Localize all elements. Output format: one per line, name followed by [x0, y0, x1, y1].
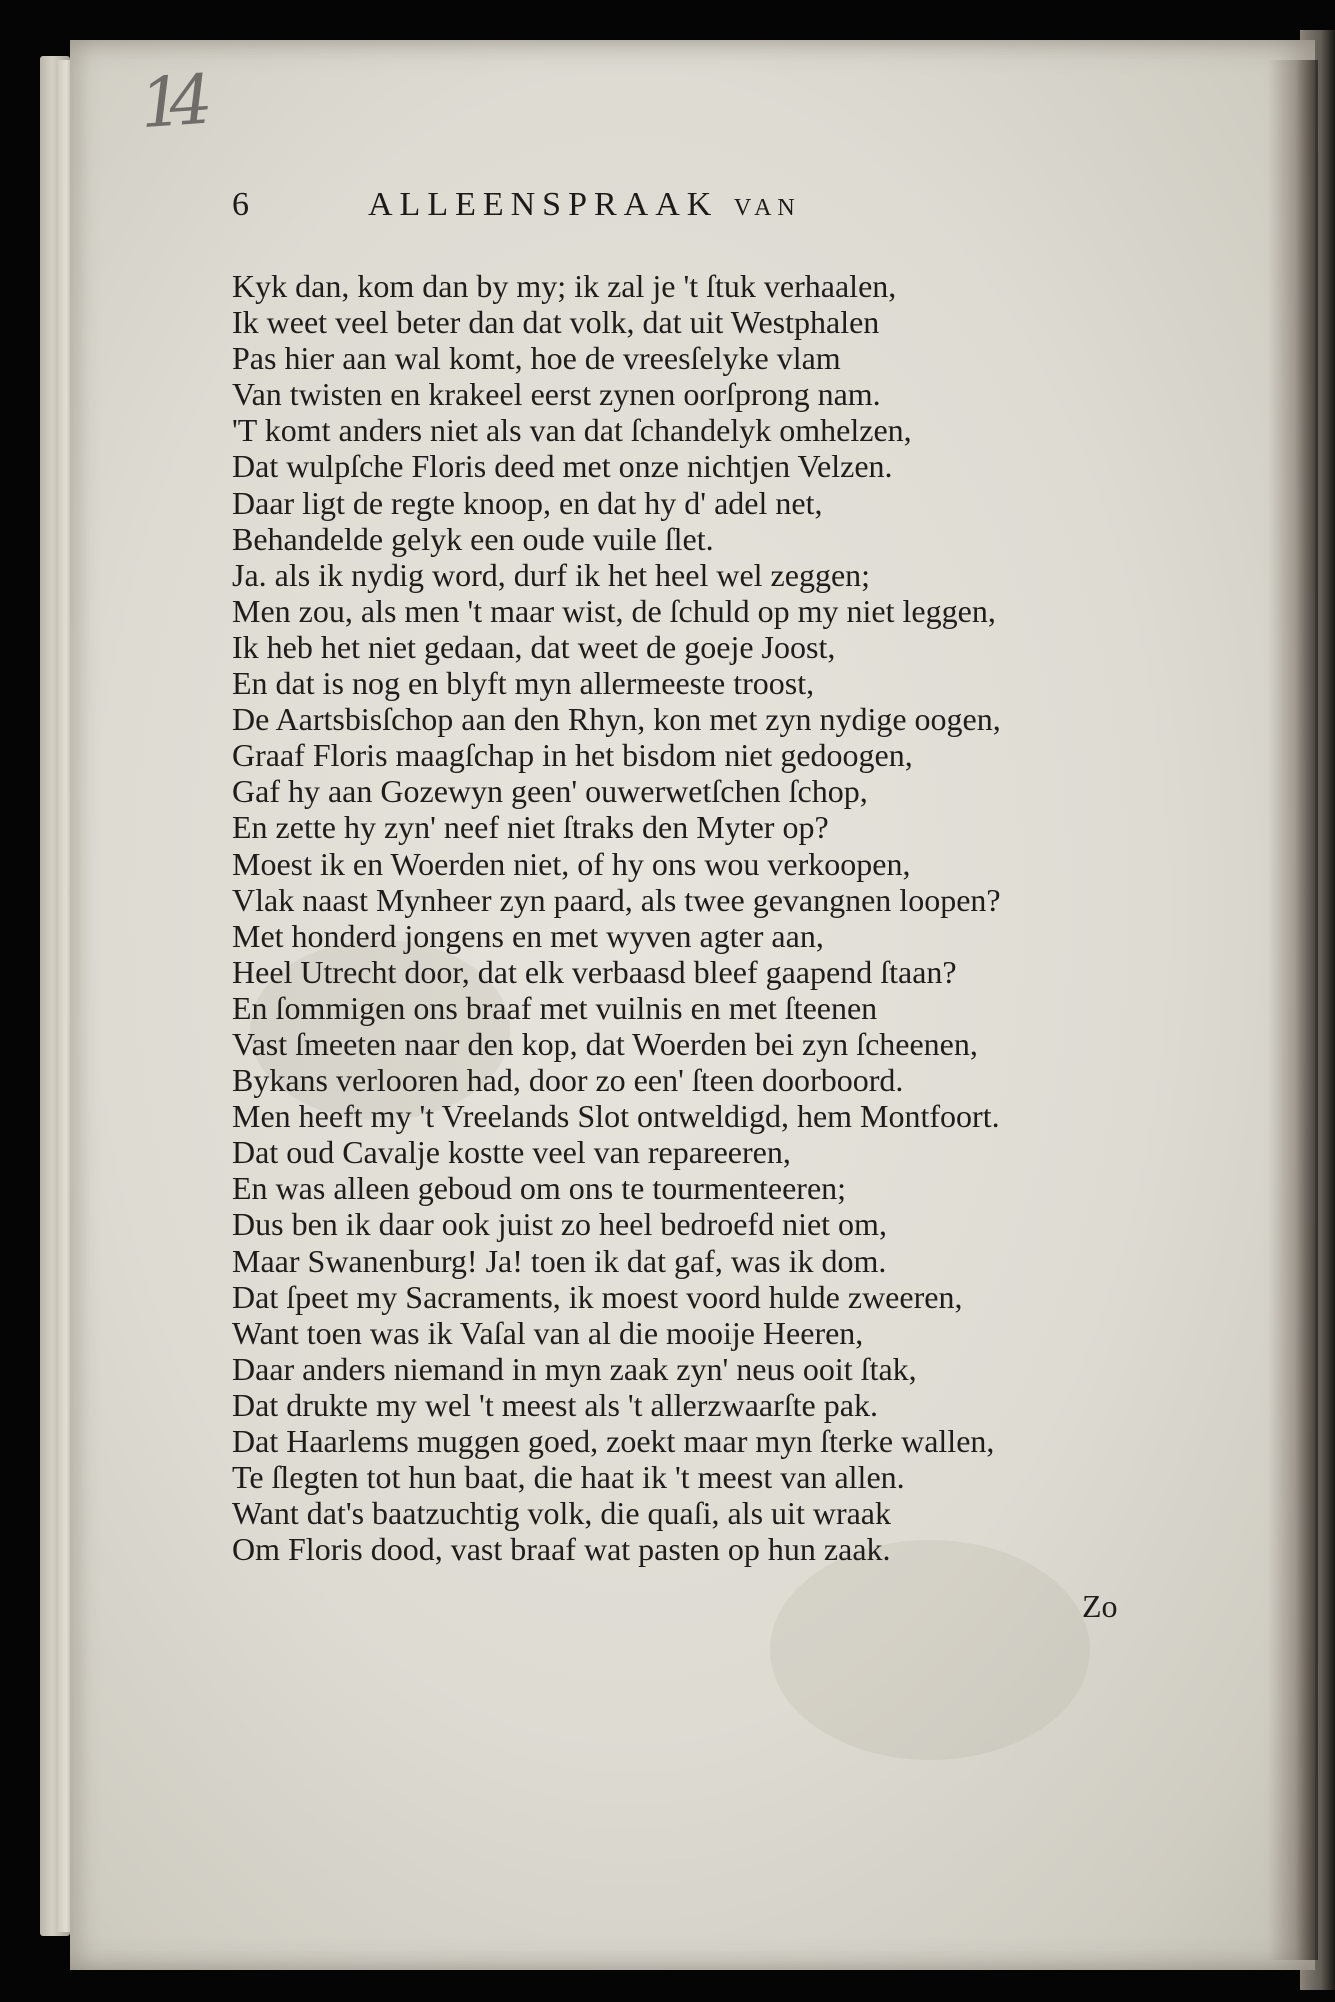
poem-line: Ik weet veel beter dan dat volk, dat uit Westphalen — [232, 304, 880, 341]
page-number: 6 — [232, 186, 249, 223]
poem-line: Want toen was ik Vaſal van al die mooije Heeren, — [232, 1314, 864, 1351]
poem-line: Dat drukte my wel 't meest als 't allerzwaarſte pak. — [232, 1386, 878, 1423]
poem-line: Men zou, als men 't maar wist, de ſchuld op my niet leggen, — [232, 592, 996, 629]
poem-line: En was alleen geboud om ons te tourmenteeren; — [232, 1170, 847, 1207]
poem-line: Heel Utrecht door, dat elk verbaasd bleef gaapend ſtaan? — [232, 953, 957, 990]
poem-line: Dus ben ik daar ook juist zo heel bedroefd niet om, — [232, 1206, 887, 1243]
poem-line: En zette hy zyn' neef niet ſtraks den Myter op? — [232, 809, 829, 846]
poem-body — [232, 268, 1192, 1567]
poem-line: Maar Swanenburg! Ja! toen ik dat gaf, was ik dom. — [232, 1242, 887, 1279]
poem-line: Pas hier aan wal komt, hoe de vreesſelyke vlam — [232, 340, 841, 377]
poem-line: Dat ſpeet my Sacraments, ik moest voord hulde zweeren, — [232, 1278, 963, 1315]
poem-line: En dat is nog en blyft myn allermeeste troost, — [232, 665, 815, 702]
poem-line: Van twisten en krakeel eerst zynen oorſprong nam. — [232, 376, 881, 413]
poem-line: Graaf Floris maagſchap in het bisdom niet gedoogen, — [232, 737, 913, 774]
paper-stain — [770, 1540, 1090, 1760]
page-header — [232, 186, 1132, 246]
running-head-title: ALLEENSPRAAK — [368, 186, 719, 223]
poem-line: 'T komt anders niet als van dat ſchandelyk omhelzen, — [232, 412, 912, 449]
poem-line: Moest ik en Woerden niet, of hy ons wou verkoopen, — [232, 845, 911, 882]
page-gutter-shadow — [1268, 60, 1318, 1960]
poem-line: Gaf hy aan Gozewyn geen' ouwerwetſchen ſchop, — [232, 773, 868, 810]
running-head — [368, 186, 801, 224]
poem-line: De Aartsbisſchop aan den Rhyn, kon met zyn nydige oogen, — [232, 701, 1001, 738]
poem-line: Vast ſmeeten naar den kop, dat Woerden bei zyn ſcheenen, — [232, 1025, 978, 1062]
poem-line: Men heeft my 't Vreelands Slot ontweldigd, hem Montfoort. — [232, 1098, 1000, 1135]
poem-line: Daar ligt de regte knoop, en dat hy d' adel net, — [232, 484, 823, 521]
poem-line: Dat wulpſche Floris deed met onze nichtjen Velzen. — [232, 448, 893, 485]
poem-line: Dat Haarlems muggen goed, zoekt maar myn ſterke wallen, — [232, 1423, 995, 1459]
poem-line: Ja. als ik nydig word, durf ik het heel wel zeggen; — [232, 556, 871, 593]
running-head-suffix: VAN — [733, 195, 801, 221]
poem-line: Ik heb het niet gedaan, dat weet de goeje Joost, — [232, 628, 836, 665]
poem-line: Kyk dan, kom dan by my; ik zal je 't ſtuk verhaalen, — [232, 268, 897, 304]
poem-line: Daar anders niemand in myn zaak zyn' neus ooit ſtak, — [232, 1350, 917, 1387]
poem-line: Want dat's baatzuchtig volk, die quaſi, als uit wraak — [232, 1495, 891, 1532]
poem-line: Dat oud Cavalje kostte veel van repareeren, — [232, 1134, 791, 1171]
poem-line: Om Floris dood, vast braaf wat pasten op hun zaak. — [232, 1531, 891, 1568]
catchword: Zo — [1082, 1588, 1118, 1624]
poem-line: Te ſlegten tot hun baat, die haat ik 't meest van allen. — [232, 1459, 905, 1496]
poem-line: Behandelde gelyk een oude vuile ſlet. — [232, 520, 714, 557]
poem-line: Met honderd jongens en met wyven agter aan, — [232, 917, 824, 954]
pencil-annotation: 14 — [137, 61, 202, 145]
poem-line: Bykans verlooren had, door zo een' ſteen doorboord. — [232, 1062, 904, 1099]
poem-line: En ſommigen ons braaf met vuilnis en met ſteenen — [232, 989, 878, 1026]
poem-line: Vlak naast Mynheer zyn paard, als twee gevangnen loopen? — [232, 881, 1001, 918]
